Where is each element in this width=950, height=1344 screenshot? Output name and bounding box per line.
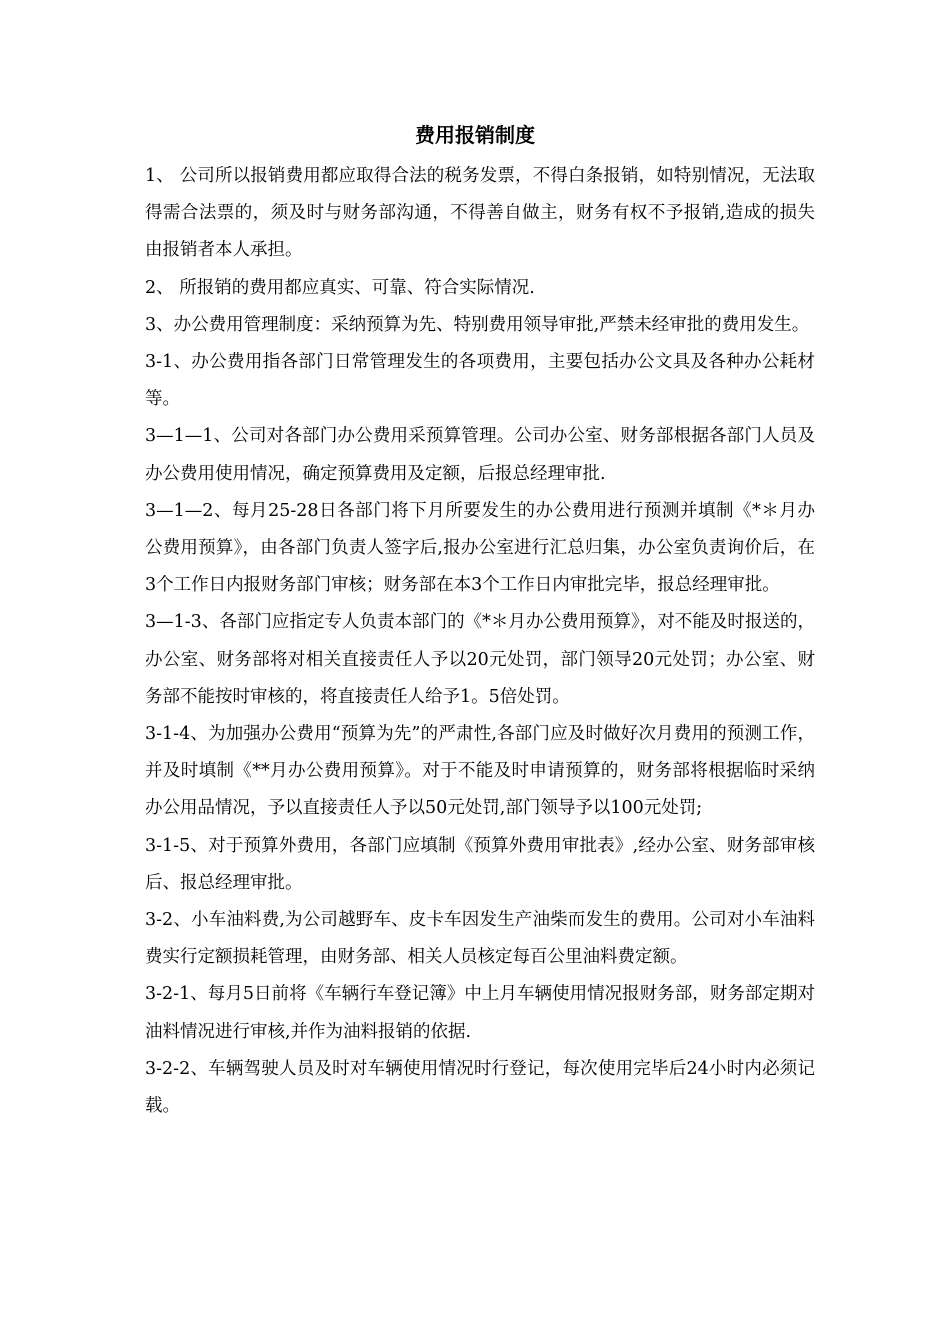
paragraph-2: 2、 所报销的费用都应真实、可靠、符合实际情况. — [145, 277, 535, 298]
paragraph-3-1-4: 3-1-4、为加强办公费用“预算为先”的严肃性,各部门应及时做好次月费用的预测工作，并及时填制《**月办公费用预算》。对于不能及时申请预算的，财务部将根据临时采纳办公用品情况，予以直接责任人予以50元处罚,部门领导予以100元处罚; — [145, 724, 815, 819]
paragraph-3-2-2: 3-2-2、车辆驾驶人员及时对车辆使用情况时行登记，每次使用完毕后24小时内必须记载。 — [145, 1058, 815, 1117]
paragraph-3-2: 3-2、小车油料费,为公司越野车、皮卡车因发生产油柴而发生的费用。公司对小车油料费实行定额损耗管理，由财务部、相关人员核定每百公里油料费定额。 — [145, 910, 815, 968]
document-title: 费用报销制度 — [415, 123, 535, 147]
document-body — [145, 158, 815, 1125]
paragraph-3: 3、办公费用管理制度：采纳预算为先、特别费用领导审批,严禁未经审批的费用发生。 — [145, 314, 810, 335]
paragraph-3-1-1: 3—1—1、公司对各部门办公费用采预算管理。公司办公室、财务部根据各部门人员及办公费用使用情况，确定预算费用及定额，后报总经理审批. — [145, 426, 815, 484]
paragraph-1: 1、 公司所以报销费用都应取得合法的税务发票，不得白条报销，如特别情况，无法取得需合法票的，须及时与财务部沟通，不得善自做主，财务有权不予报销,造成的损失由报销者本人承担。 — [145, 166, 815, 261]
paragraph-3-1-5: 3-1-5、对于预算外费用，各部门应填制《预算外费用审批表》,经办公室、财务部审核后、报总经理审批。 — [145, 835, 815, 893]
paragraph-3-2-1: 3-2-1、每月5日前将《车辆行车登记簿》中上月车辆使用情况报财务部，财务部定期对油料情况进行审核,并作为油料报销的依据. — [145, 984, 815, 1042]
paragraph-3-1-3: 3—1-3、各部门应指定专人负责本部门的《*＊月办公费用预算》，对不能及时报送的，办公室、财务部将对相关直接责任人予以20元处罚，部门领导20元处罚；办公室、财务部不能按时审核的，将直接责任人给予1。5倍处罚。 — [145, 612, 815, 707]
paragraph-3-1: 3-1、办公费用指各部门日常管理发生的各项费用，主要包括办公文具及各种办公耗材等。 — [145, 352, 815, 410]
paragraph-3-1-2: 3—1—2、每月25-28日各部门将下月所要发生的办公费用进行预测并填制《*＊月办公费用预算》，由各部门负责人签字后,报办公室进行汇总归集，办公室负责询价后，在3个工作日内报财务部门审核；财务部在本3个工作日内审批完毕，报总经理审批。 — [145, 500, 815, 596]
